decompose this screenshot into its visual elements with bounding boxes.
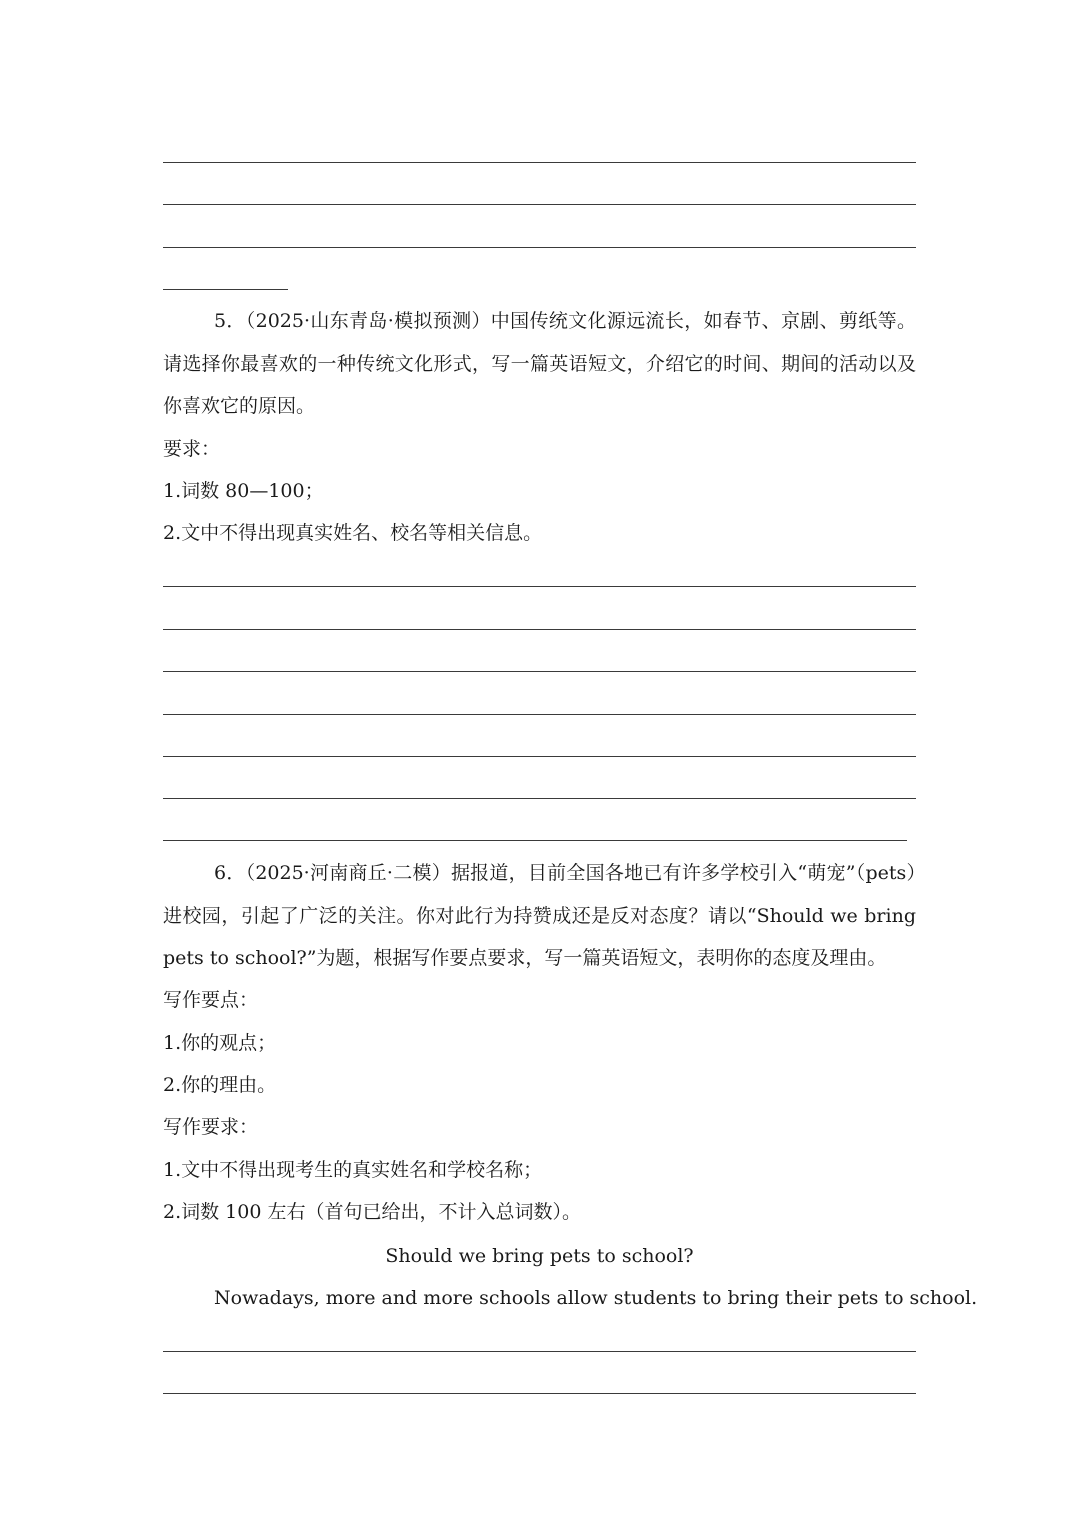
question-6-point-1: 1.你的观点； xyxy=(163,1032,277,1054)
answer-line[interactable] xyxy=(163,840,907,841)
essay-title: Should we bring pets to school? xyxy=(385,1245,694,1267)
writing-line xyxy=(163,162,916,163)
question-5-requirements-title: 要求： xyxy=(163,438,221,460)
writing-line xyxy=(163,289,288,290)
answer-line[interactable] xyxy=(163,1351,916,1352)
writing-line xyxy=(163,204,916,205)
answer-line[interactable] xyxy=(163,1393,916,1394)
essay-first-sentence: Nowadays, more and more schools allow students to bring their pets to school. xyxy=(214,1287,978,1309)
answer-line[interactable] xyxy=(163,756,916,757)
question-5-prompt: 5．（2025·山东青岛·模拟预测）中国传统文化源远流长，如春节、京剧、剪纸等。请选择你最喜欢的一种传统文化形式，写一篇英语短文，介绍它的时间、期间的活动以及你喜欢它的原因。 xyxy=(163,310,916,417)
answer-line[interactable] xyxy=(163,798,916,799)
question-6-requirement-2: 2.词数 100 左右（首句已给出，不计入总词数）。 xyxy=(163,1201,581,1223)
writing-line xyxy=(163,247,916,248)
answer-line[interactable] xyxy=(163,586,916,587)
question-5-requirement-1: 1.词数 80—100； xyxy=(163,480,324,502)
answer-line[interactable] xyxy=(163,714,916,715)
answer-line[interactable] xyxy=(163,629,916,630)
question-6-requirement-1: 1.文中不得出现考生的真实姓名和学校名称； xyxy=(163,1159,543,1181)
question-6-requirements-title: 写作要求： xyxy=(163,1116,259,1138)
answer-line[interactable] xyxy=(163,671,916,672)
question-5-requirement-2: 2.文中不得出现真实姓名、校名等相关信息。 xyxy=(163,522,543,544)
question-6-prompt: 6．（2025·河南商丘·二模）据报道，目前全国各地已有许多学校引入“萌宠”（pets）进校园，引起了广泛的关注。你对此行为持赞成还是反对态度？请以“Should we bring pets to school?”为题，根据写作要点要求，写一篇英语短文，表明你的态度及理由。 xyxy=(163,862,916,969)
question-6-point-2: 2.你的理由。 xyxy=(163,1074,277,1096)
question-6-points-title: 写作要点： xyxy=(163,989,259,1011)
